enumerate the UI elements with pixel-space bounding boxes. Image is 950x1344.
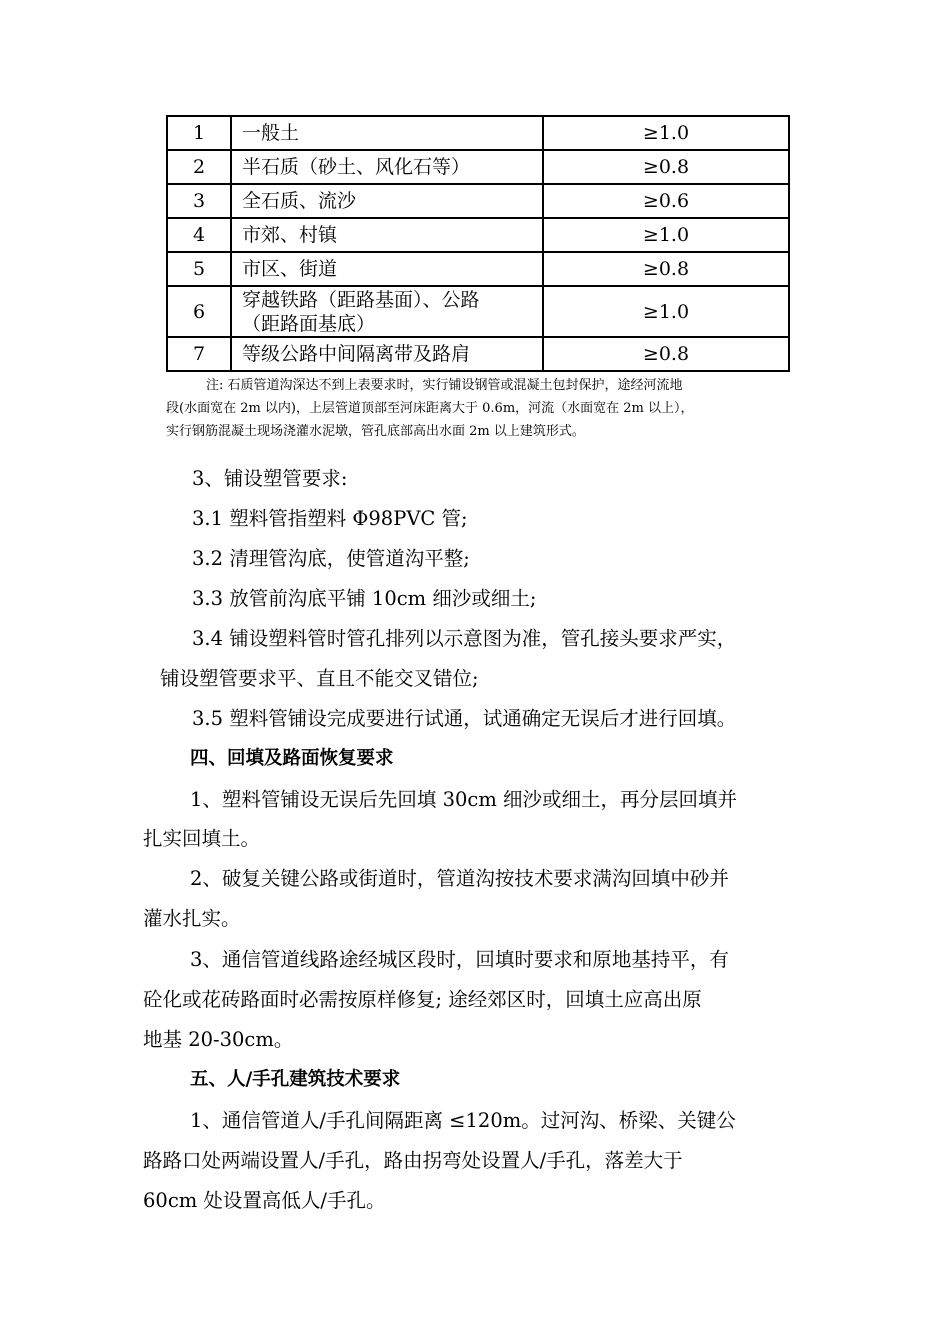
row-number: 4 <box>167 218 231 252</box>
row-number: 7 <box>167 337 231 371</box>
note-line: 段(水面宽在 2m 以内)，上层管道顶部至河床距离大于 0.6m，河流（水面宽在 2m 以上）， <box>166 401 694 416</box>
row-number: 3 <box>167 184 231 218</box>
heading-section-4: 四、回填及路面恢复要求 <box>190 748 394 769</box>
soil-type <box>231 286 543 337</box>
soil-type-line: 穿越铁路（距路基面）、公路 <box>242 288 480 311</box>
paragraph-3-5: 3.5 塑料管铺设完成要进行试通，试通确定无误后才进行回填。 <box>192 707 737 730</box>
table-row <box>167 116 789 150</box>
soil-type: 一般土 <box>231 116 543 150</box>
section-3-title: 3、铺设塑管要求: <box>192 467 348 490</box>
depth-value: ≥1.0 <box>543 286 789 337</box>
row-number: 1 <box>167 116 231 150</box>
depth-value: ≥1.0 <box>543 218 789 252</box>
table-note <box>166 374 806 443</box>
depth-value: ≥1.0 <box>543 116 789 150</box>
row-number: 5 <box>167 252 231 286</box>
soil-type: 全石质、流沙 <box>231 184 543 218</box>
table-row <box>167 218 789 252</box>
paragraph-4-3-line1: 3、通信管道线路途经城区段时，回填时要求和原地基持平，有 <box>190 948 729 971</box>
paragraph-3-3: 3.3 放管前沟底平铺 10cm 细沙或细土; <box>192 587 537 610</box>
row-number: 2 <box>167 150 231 184</box>
paragraph-4-3-line3: 地基 20-30cm。 <box>143 1028 294 1051</box>
note-line: 实行钢筋混凝土现场浇灌水泥墩，管孔底部高出水面 2m 以上建筑形式。 <box>166 424 585 439</box>
paragraph-4-2-line2: 灌水扎实。 <box>143 907 241 930</box>
paragraph-3-4-line1: 3.4 铺设塑料管时管孔排列以示意图为准，管孔接头要求严实， <box>192 627 737 650</box>
soil-type: 等级公路中间隔离带及路肩 <box>231 337 543 371</box>
depth-value: ≥0.8 <box>543 337 789 371</box>
soil-type: 市郊、村镇 <box>231 218 543 252</box>
paragraph-5-1-line1: 1、通信管道人/手孔间隔距离 ≤120m。过河沟、桥梁、关键公 <box>190 1109 736 1132</box>
soil-type: 市区、街道 <box>231 252 543 286</box>
paragraph-3-1: 3.1 塑料管指塑料 Φ98PVC 管; <box>192 507 468 530</box>
paragraph-3-4-line2: 铺设塑管要求平、直且不能交叉错位; <box>160 667 479 690</box>
heading-section-5: 五、人/手孔建筑技术要求 <box>190 1069 401 1090</box>
paragraph-4-2-line1: 2、破复关键公路或街道时，管道沟按技术要求满沟回填中砂并 <box>190 867 729 890</box>
row-number: 6 <box>167 286 231 337</box>
depth-value: ≥0.8 <box>543 150 789 184</box>
paragraph-4-3-line2: 砼化或花砖路面时必需按原样修复; 途经郊区时，回填土应高出原 <box>143 988 702 1011</box>
paragraph-5-1-line3: 60cm 处设置高低人/手孔。 <box>143 1189 386 1212</box>
paragraph-4-1-line1: 1、塑料管铺设无误后先回填 30cm 细沙或细土，再分层回填并 <box>190 788 738 811</box>
table-row <box>167 150 789 184</box>
table-row <box>167 184 789 218</box>
note-line: 注: 石质管道沟深达不到上表要求时，实行铺设钢管或混凝土包封保护，途经河流地 <box>206 378 683 393</box>
table-row <box>167 337 789 371</box>
paragraph-4-1-line2: 扎实回填土。 <box>143 827 261 850</box>
burial-depth-table <box>166 115 790 372</box>
table-row <box>167 252 789 286</box>
soil-type: 半石质（砂土、风化石等） <box>231 150 543 184</box>
paragraph-3-2: 3.2 清理管沟底，使管道沟平整; <box>192 547 470 570</box>
depth-value: ≥0.6 <box>543 184 789 218</box>
depth-value: ≥0.8 <box>543 252 789 286</box>
paragraph-5-1-line2: 路路口处两端设置人/手孔，路由拐弯处设置人/手孔，落差大于 <box>143 1149 683 1172</box>
soil-type-line: （距路面基底） <box>242 312 376 335</box>
table-row <box>167 286 789 337</box>
